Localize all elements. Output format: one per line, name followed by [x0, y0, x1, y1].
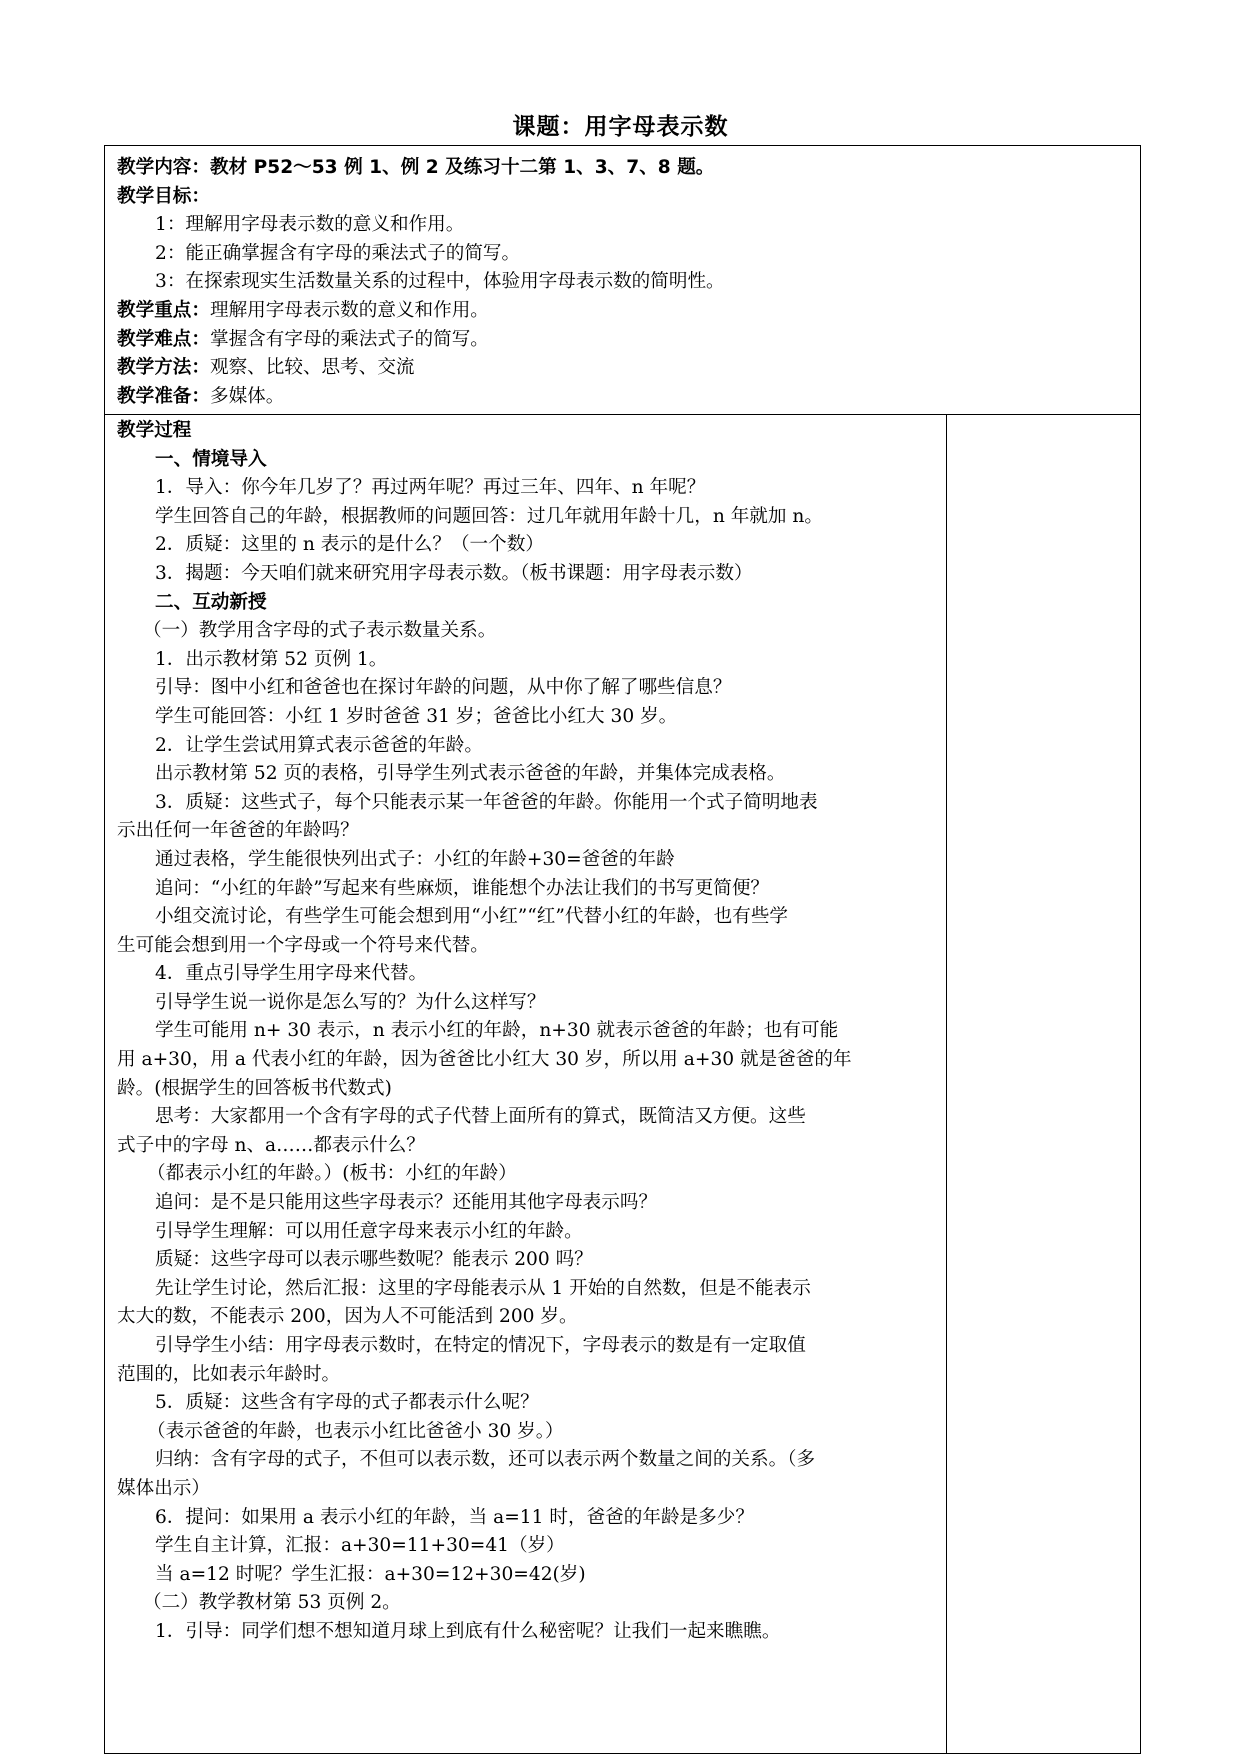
text-line: 学生可能回答：小红 1 岁时爸爸 31 岁；爸爸比小红大 30 岁。: [155, 705, 678, 727]
text-line: 式子中的字母 n、a……都表示什么？: [117, 1134, 425, 1156]
process-column: [105, 415, 947, 1753]
text-line: 生可能会想到用一个字母或一个符号来代替。: [117, 934, 489, 956]
section-heading: 一、情境导入: [155, 448, 267, 470]
text-line: 1．出示教材第 52 页例 1。: [155, 648, 388, 670]
prep-text: 多媒体。: [209, 385, 285, 407]
text-line: 当 a=12 时呢？学生汇报：a+30=12+30=42(岁): [155, 1563, 586, 1585]
text-line: 媒体出示）: [117, 1477, 210, 1499]
text-line: 思考：大家都用一个含有字母的式子代替上面所有的算式，既简洁又方便。这些: [155, 1106, 806, 1128]
text-line: 学生自主计算，汇报：a+30=11+30=41（岁）: [155, 1535, 565, 1557]
section-heading: 二、互动新授: [155, 591, 267, 613]
goal-item: 2：能正确掌握含有字母的乘法式子的简写。: [155, 242, 521, 264]
key-text: 理解用字母表示数的意义和作用。: [209, 299, 489, 321]
page-title: 课题：用字母表示数: [512, 114, 729, 140]
text-line: 引导学生理解：可以用任意字母来表示小红的年龄。: [155, 1220, 583, 1242]
text-line: 通过表格，学生能很快列出式子：小红的年龄+30=爸爸的年龄: [155, 848, 675, 870]
text-line: 4．重点引导学生用字母来代替。: [155, 963, 428, 985]
text-line: （表示爸爸的年龄，也表示小红比爸爸小 30 岁。）: [147, 1420, 564, 1442]
text-line: 引导学生小结：用字母表示数时，在特定的情况下，字母表示的数是有一定取值: [155, 1335, 806, 1356]
text-line: 5．质疑：这些含有字母的式子都表示什么呢？: [155, 1392, 539, 1414]
text-line: 先让学生讨论，然后汇报：这里的字母能表示从 1 开始的自然数，但是不能表示: [155, 1277, 811, 1299]
text-line: 出示教材第 52 页的表格，引导学生列式表示爸爸的年龄，并集体完成表格。: [155, 763, 786, 785]
text-line: 小组交流讨论，有些学生可能会想到用“小红”“红”代替小红的年龄，也有些学: [155, 906, 789, 928]
text-line: 示出任何一年爸爸的年龄吗？: [117, 820, 359, 842]
text-line: （都表示小红的年龄。）(板书：小红的年龄）: [147, 1163, 517, 1185]
text-line: 追问：是不是只能用这些字母表示？还能用其他字母表示吗？: [155, 1192, 658, 1214]
text-line: 引导：图中小红和爸爸也在探讨年龄的问题，从中你了解了哪些信息？: [155, 677, 732, 699]
text-line: 学生回答自己的年龄，根据教师的问题回答：过几年就用年龄十几，n 年就加 n。: [155, 505, 823, 527]
text-line: 学生可能用 n+ 30 表示，n 表示小红的年龄，n+30 就表示爸爸的年龄；也有可能: [155, 1020, 839, 1042]
text-line: 6．提问：如果用 a 表示小红的年龄，当 a=11 时，爸爸的年龄是多少？: [155, 1506, 754, 1528]
text-line: 用 a+30，用 a 代表小红的年龄，因为爸爸比小红大 30 岁，所以用 a+30 就是爸爸的年: [117, 1049, 852, 1071]
method-row: [117, 354, 1128, 383]
notes-column: [947, 415, 1140, 1753]
key-label: 教学重点：: [117, 299, 210, 321]
goals-label: 教学目标：: [117, 185, 210, 207]
text-line: 2．让学生尝试用算式表示爸爸的年龄。: [155, 734, 483, 756]
method-text: 观察、比较、思考、交流: [209, 357, 415, 379]
difficulty-text: 掌握含有字母的乘法式子的简写。: [209, 328, 489, 350]
content-label: 教学内容：: [117, 157, 210, 178]
process-label: 教学过程: [117, 420, 192, 441]
text-line: 1．导入：你今年几岁了？再过两年呢？再过三年、四年、n 年呢？: [155, 477, 706, 499]
content-row: [117, 154, 1128, 183]
text-line: （二）教学教材第 53 页例 2。: [143, 1592, 401, 1614]
text-line: 3．揭题：今天咱们就来研究用字母表示数。（板书课题：用字母表示数）: [155, 562, 753, 584]
text-line: 2．质疑：这里的 n 表示的是什么？（一个数）: [155, 534, 544, 556]
text-line: 3．质疑：这些式子，每个只能表示某一年爸爸的年龄。你能用一个式子简明地表: [155, 791, 818, 813]
goal-item: 1：理解用字母表示数的意义和作用。: [155, 214, 465, 236]
text-line: 追问：“小红的年龄”写起来有些麻烦，谁能想个办法让我们的书写更简便？: [155, 877, 770, 899]
difficulty-row: [117, 326, 1128, 355]
text-line: 归纳：含有字母的式子，不但可以表示数，还可以表示两个数量之间的关系。（多: [155, 1449, 816, 1471]
text-line: 1．引导：同学们想不想知道月球上到底有什么秘密呢？让我们一起来瞧瞧。: [155, 1620, 781, 1642]
text-line: （一）教学用含字母的式子表示数量关系。: [143, 620, 497, 642]
difficulty-label: 教学难点：: [117, 328, 210, 350]
key-row: [117, 297, 1128, 326]
goal-item: 3：在探索现实生活数量关系的过程中，体验用字母表示数的简明性。: [155, 271, 725, 293]
lesson-info-box: [104, 145, 1141, 415]
text-line: 太大的数，不能表示 200，因为人不可能活到 200 岁。: [117, 1306, 578, 1328]
text-line: 范围的，比如表示年龄时。: [117, 1363, 341, 1385]
prep-label: 教学准备：: [117, 385, 210, 407]
prep-row: [117, 383, 1128, 412]
method-label: 教学方法：: [117, 357, 210, 379]
text-line: 引导学生说一说你是怎么写的？为什么这样写？: [155, 991, 546, 1013]
content-text: 教材 P52～53 例 1、例 2 及练习十二第 1、3、7、8 题。: [209, 157, 715, 178]
teaching-process-box: [104, 414, 1141, 1754]
text-line: 龄。(根据学生的回答板书代数式): [117, 1077, 392, 1099]
text-line: 质疑：这些字母可以表示哪些数呢？能表示 200 吗？: [155, 1249, 593, 1271]
